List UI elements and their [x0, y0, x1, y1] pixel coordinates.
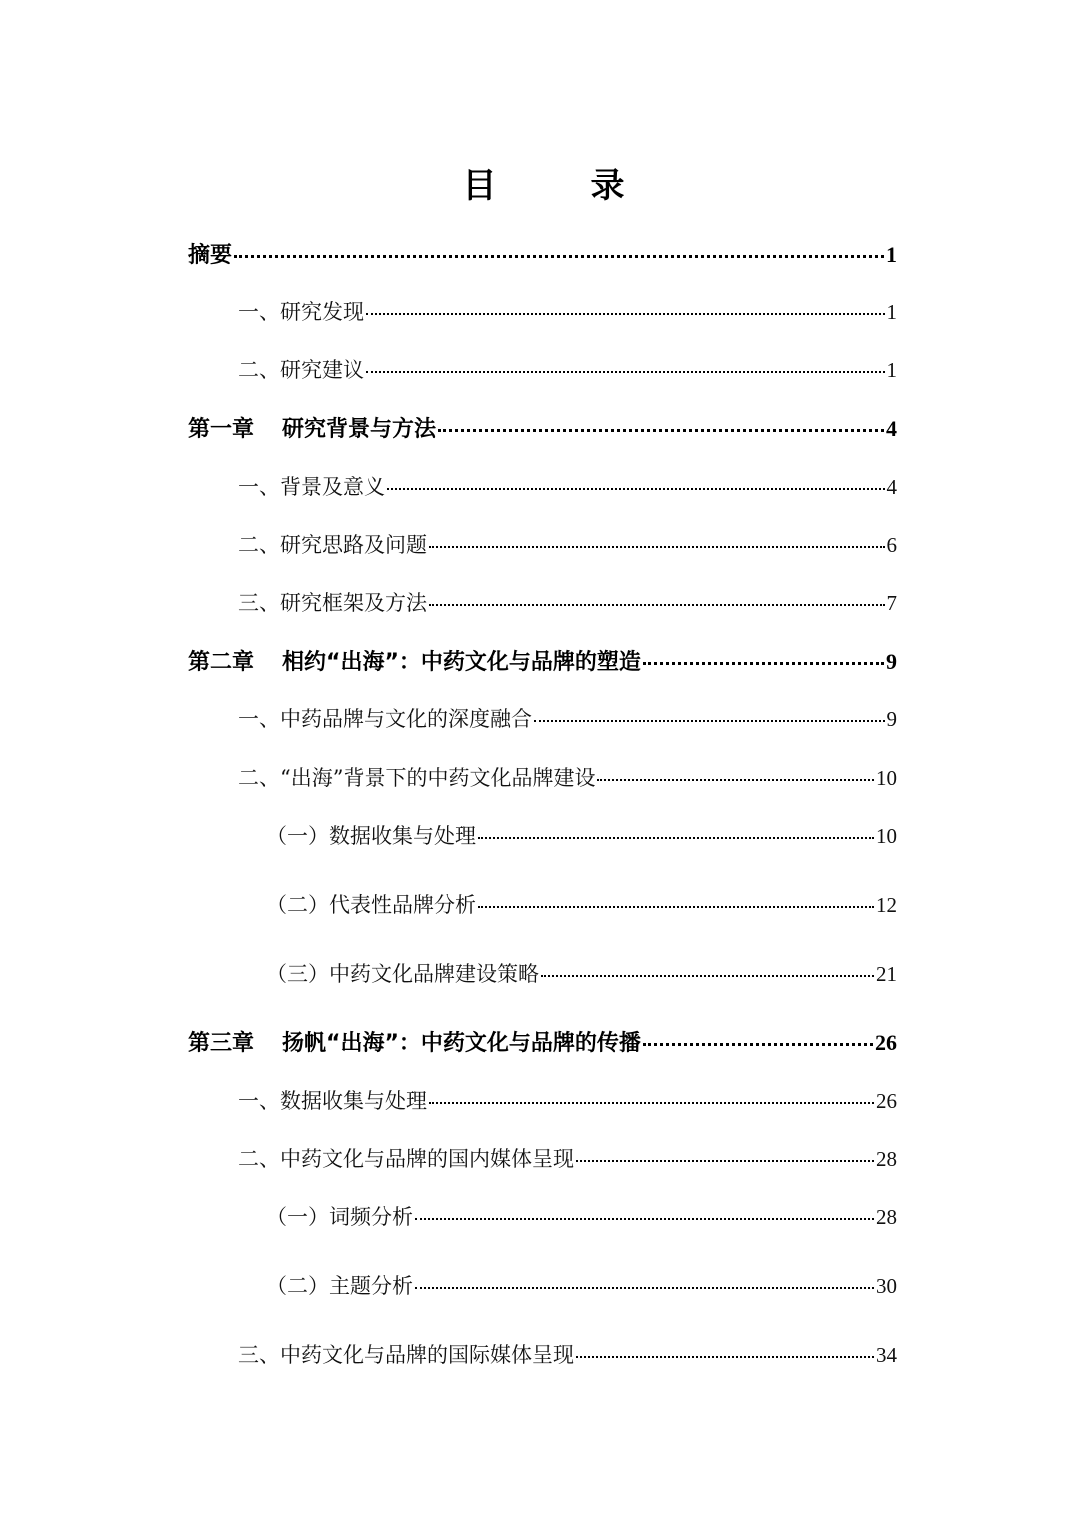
toc-entry[interactable] — [238, 471, 897, 501]
toc-entry-page: 1 — [886, 300, 897, 324]
dot-leader — [429, 1102, 874, 1104]
toc-entry-label: 一、背景及意义 — [238, 475, 385, 499]
toc-entry-page: 34 — [876, 1343, 897, 1367]
dot-leader — [387, 488, 885, 490]
toc-entry-label: 二、“出海”背景下的中药文化品牌建设 — [238, 766, 596, 790]
toc-entry-label: 一、研究发现 — [238, 300, 364, 324]
dot-leader — [643, 1043, 873, 1046]
dot-leader — [366, 371, 885, 373]
toc-entry[interactable] — [266, 889, 897, 919]
toc-entry-label: （一）数据收集与处理 — [266, 824, 476, 848]
toc-entry[interactable] — [238, 354, 897, 384]
toc-entry-page: 9 — [886, 707, 897, 731]
toc-entry-label: 二、研究建议 — [238, 358, 364, 382]
toc-entry-label: 扬帆“出海”：中药文化与品牌的传播 — [282, 1031, 641, 1056]
toc-entry-label: 一、数据收集与处理 — [238, 1089, 427, 1113]
toc-entry-label: 二、中药文化与品牌的国内媒体呈现 — [238, 1147, 574, 1171]
toc-entry-page: 4 — [886, 416, 897, 441]
toc-entry-page: 26 — [876, 1089, 897, 1113]
toc-entry[interactable] — [266, 958, 897, 988]
toc-entry-chapter: 第二章 — [188, 650, 255, 675]
toc-entry-label: 二、研究思路及问题 — [238, 533, 427, 557]
toc-entry[interactable] — [238, 762, 897, 792]
toc-entry[interactable] — [188, 412, 897, 442]
dot-leader — [429, 546, 885, 548]
dot-leader — [643, 662, 884, 665]
toc-entry[interactable] — [188, 1026, 897, 1056]
dot-leader — [366, 313, 885, 315]
toc-entry-chapter: 第一章 — [188, 417, 255, 442]
dot-leader — [415, 1287, 874, 1289]
toc-entry-page: 1 — [886, 358, 897, 382]
toc-entry[interactable] — [238, 529, 897, 559]
toc-entry-label: 研究背景与方法 — [282, 417, 437, 442]
toc-entry-page: 4 — [886, 475, 897, 499]
toc-entry-page: 21 — [876, 962, 897, 986]
dot-leader — [415, 1218, 874, 1220]
toc-entry[interactable] — [188, 238, 897, 268]
page-title: 目 录 — [462, 166, 655, 206]
toc-entry[interactable] — [238, 1143, 897, 1173]
toc-entry-label: 三、研究框架及方法 — [238, 591, 427, 615]
toc-entry-page: 10 — [876, 824, 897, 848]
toc-entry-page: 10 — [876, 766, 897, 790]
toc-entry[interactable] — [266, 820, 897, 850]
toc-entry-page: 7 — [886, 591, 897, 615]
toc-entry[interactable] — [238, 587, 897, 617]
toc-entry-label: 一、中药品牌与文化的深度融合 — [238, 707, 532, 731]
toc-entry-chapter: 第三章 — [188, 1031, 255, 1056]
toc-entry[interactable] — [238, 296, 897, 326]
toc-entry[interactable] — [238, 703, 897, 733]
toc-entry-page: 30 — [876, 1274, 897, 1298]
dot-leader — [597, 779, 874, 781]
toc-entry-label: 三、中药文化与品牌的国际媒体呈现 — [238, 1343, 574, 1367]
dot-leader — [541, 975, 874, 977]
toc-entry[interactable] — [266, 1270, 897, 1300]
toc-entry-label: （二）主题分析 — [266, 1274, 413, 1298]
dot-leader — [576, 1356, 874, 1358]
toc-entry[interactable] — [266, 1201, 897, 1231]
toc-entry-label: 相约“出海”：中药文化与品牌的塑造 — [282, 650, 641, 675]
toc-entry-page: 26 — [875, 1030, 897, 1055]
toc-entry[interactable] — [238, 1085, 897, 1115]
toc-entry[interactable] — [238, 1339, 897, 1369]
toc-entry[interactable] — [188, 645, 897, 675]
toc-entry-label: （二）代表性品牌分析 — [266, 893, 476, 917]
dot-leader — [438, 429, 884, 432]
dot-leader — [478, 906, 874, 908]
toc-entry-page: 28 — [876, 1147, 897, 1171]
toc-entry-label: （一）词频分析 — [266, 1205, 413, 1229]
toc-entry-page: 12 — [876, 893, 897, 917]
toc-entry-page: 6 — [886, 533, 897, 557]
dot-leader — [234, 255, 884, 258]
dot-leader — [576, 1160, 874, 1162]
dot-leader — [429, 604, 885, 606]
toc-entry-label: 摘要 — [188, 243, 233, 268]
dot-leader — [478, 837, 874, 839]
dot-leader — [534, 720, 885, 722]
toc-entry-page: 28 — [876, 1205, 897, 1229]
toc-entry-page: 1 — [886, 242, 897, 267]
toc-entry-page: 9 — [886, 649, 897, 674]
toc-entry-label: （三）中药文化品牌建设策略 — [266, 962, 539, 986]
